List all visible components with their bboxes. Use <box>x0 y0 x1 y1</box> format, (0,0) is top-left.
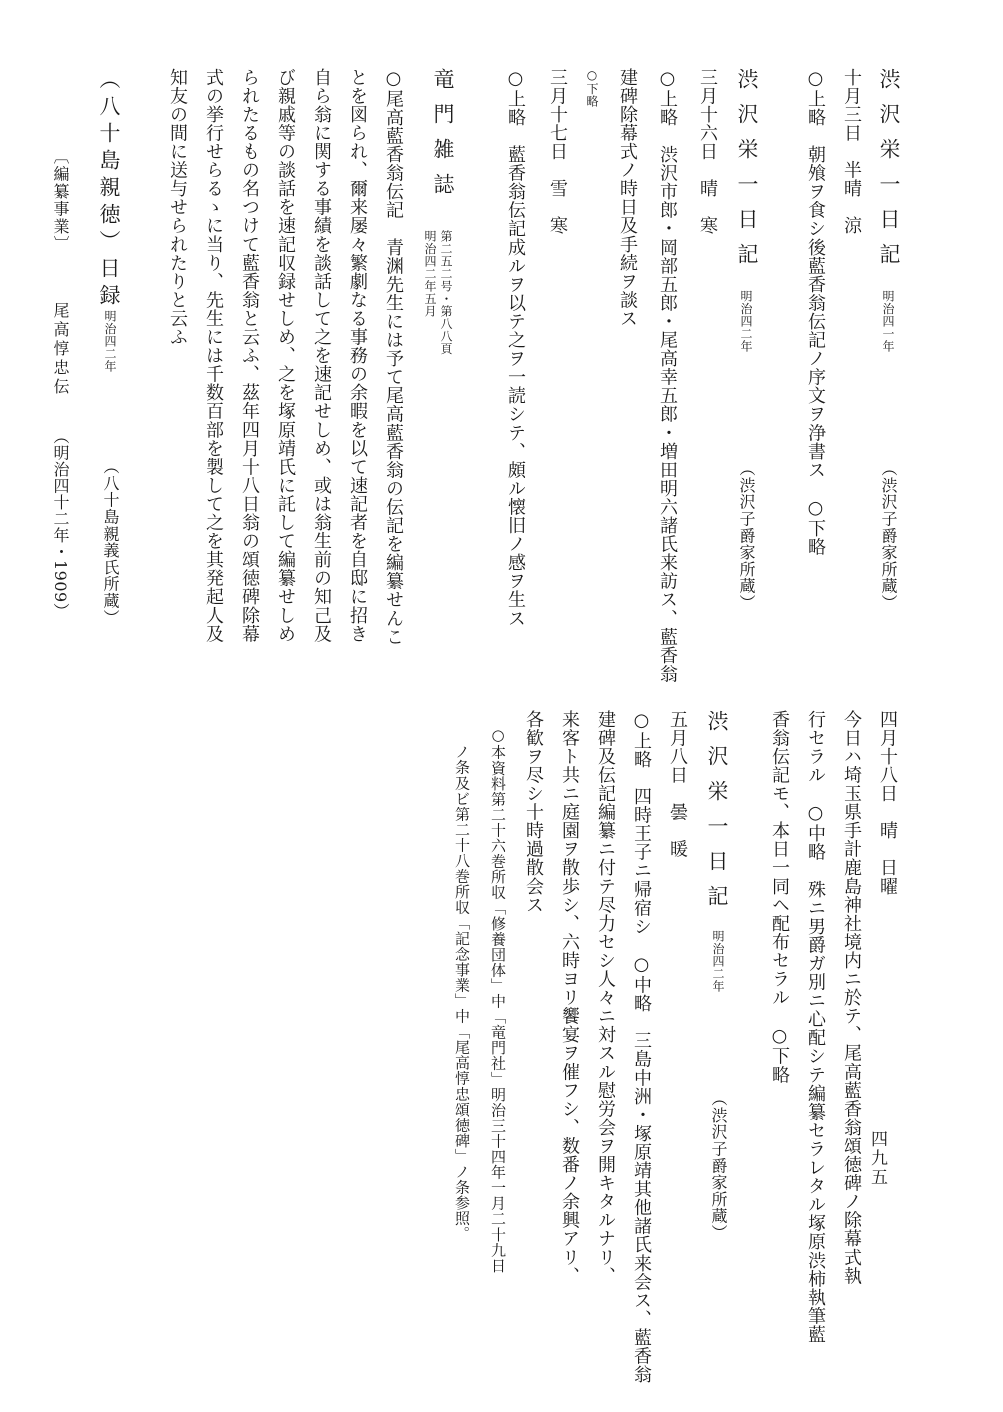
entry-year: 明治四一年 <box>881 290 895 353</box>
omission-note: ○下略 <box>585 68 599 108</box>
article-text-line: 知友の間に送与せられたりと云ふ <box>167 68 188 347</box>
article-text-line: 式の挙行せらるゝに当り、先生には千数百部を製して之を其発起人及 <box>203 68 224 644</box>
diary-text-line: ○上略 藍香翁伝記成ルヲ以テ之ヲ一読シテ、頗ル懐旧ノ感ヲ生ス <box>505 68 526 628</box>
entry-title-shibusawa-diary-1908: 渋沢栄一日記 <box>877 68 901 278</box>
diary-text-line: ○上略 渋沢市郎・岡部五郎・尾高幸五郎・増田明六諸氏来訪ス、藍香翁 <box>657 68 678 684</box>
diary-date-line: 五月八日 曇 暖 <box>667 710 688 859</box>
entry-source: （渋沢子爵家所蔵） <box>737 460 756 612</box>
article-text-line: られたるもの名つけて藍香翁と云ふ、茲年四月十八日翁の頌徳碑除幕 <box>239 68 260 644</box>
entry-title-shibusawa-diary-1909: 渋沢栄一日記 <box>735 68 759 278</box>
diary-date-line: 十月三日 半晴 涼 <box>841 68 862 235</box>
entry-title-yasoshima-diary: （八十島親徳）日録 <box>97 68 121 311</box>
footer-period: （明治四十二年・1909） <box>51 428 70 620</box>
entry-title-ryumon-zasshi: 竜門雑誌 <box>431 68 455 208</box>
entry-source: （渋沢子爵家所蔵） <box>709 1090 728 1242</box>
entry-year: 明治四二年 <box>711 930 725 993</box>
journal-issue-date: 明治四二年五月 <box>423 230 437 318</box>
diary-text-line: 行セラル ○中略 殊ニ男爵ガ別ニ心配シテ編纂セラレタル塚原渋柿執筆藍 <box>805 710 826 1344</box>
reference-note: ○本資料第二十六巻所収「修養団体」中「竜門社」明治三十四年一月二十九日 <box>489 726 507 1274</box>
diary-date-line: 三月十六日 晴 寒 <box>697 68 718 235</box>
article-text-line: 自ら翁に関する事績を談話して之を速記せしめ、或は翁生前の知己及 <box>311 68 332 644</box>
diary-text-line: 今日ハ埼玉県手計鹿島神社境内ニ於テ、尾高藍香翁頌徳碑ノ除幕式執 <box>841 710 862 1286</box>
diary-text-line: 建碑及伝記編纂ニ付テ尽力セシ人々ニ対スル慰労会ヲ開キタルナリ、 <box>595 710 616 1286</box>
article-text-line: ○尾高藍香翁伝記 青渊先生には予て尾高藍香翁の伝記を編纂せんこ <box>383 68 404 647</box>
diary-text-line: ○上略 四時王子ニ帰宿シ ○中略 三島中洲・塚原靖其他諸氏来会ス、藍香翁 <box>631 710 652 1384</box>
diary-text-line: 建碑除幕式ノ時日及手続ヲ談ス <box>617 68 638 328</box>
journal-issue-ref: 第二五二号・第八八頁 <box>439 230 453 355</box>
entry-year: 明治四二年 <box>739 290 753 353</box>
entry-year: 明治四二年 <box>103 310 117 373</box>
diary-text-line: 香翁伝記モ、本日一同ヘ配布セラル ○下略 <box>769 710 790 1084</box>
diary-date-line: 三月十七日 雪 寒 <box>547 68 568 235</box>
diary-date-line: 四月十八日 晴 日曜 <box>877 710 898 896</box>
entry-title-shibusawa-diary-1909b: 渋沢栄一日記 <box>705 710 729 920</box>
diary-text-line: 各歓ヲ尽シ十時過散会ス <box>523 710 544 915</box>
page-number: 四九五 <box>867 1130 887 1187</box>
entry-source: （渋沢子爵家所蔵） <box>879 460 898 612</box>
article-text-line: び親戚等の談話を速記収録せしめ、之を塚原靖氏に託して編纂せしめ <box>275 68 296 644</box>
entry-source: （八十島親義氏所蔵） <box>101 458 120 626</box>
footer-section: 〔編纂事業〕 <box>51 148 70 253</box>
article-text-line: とを図られ、爾来屡々繁劇なる事務の余暇を以て速記者を自邸に招き <box>347 68 368 644</box>
reference-note: ノ条及ビ第二十八巻所収「記念事業」中「尾高惇忠頌徳碑」ノ条参照。 <box>453 744 471 1242</box>
footer-title: 尾高惇忠伝 <box>51 302 70 397</box>
diary-text-line: 来客ト共ニ庭園ヲ散歩シ、六時ヨリ饗宴ヲ催フシ、数番ノ余興アリ、 <box>559 710 580 1286</box>
diary-text-line: ○上略 朝飧ヲ食シ後藍香翁伝記ノ序文ヲ浄書ス ○下略 <box>805 68 826 557</box>
